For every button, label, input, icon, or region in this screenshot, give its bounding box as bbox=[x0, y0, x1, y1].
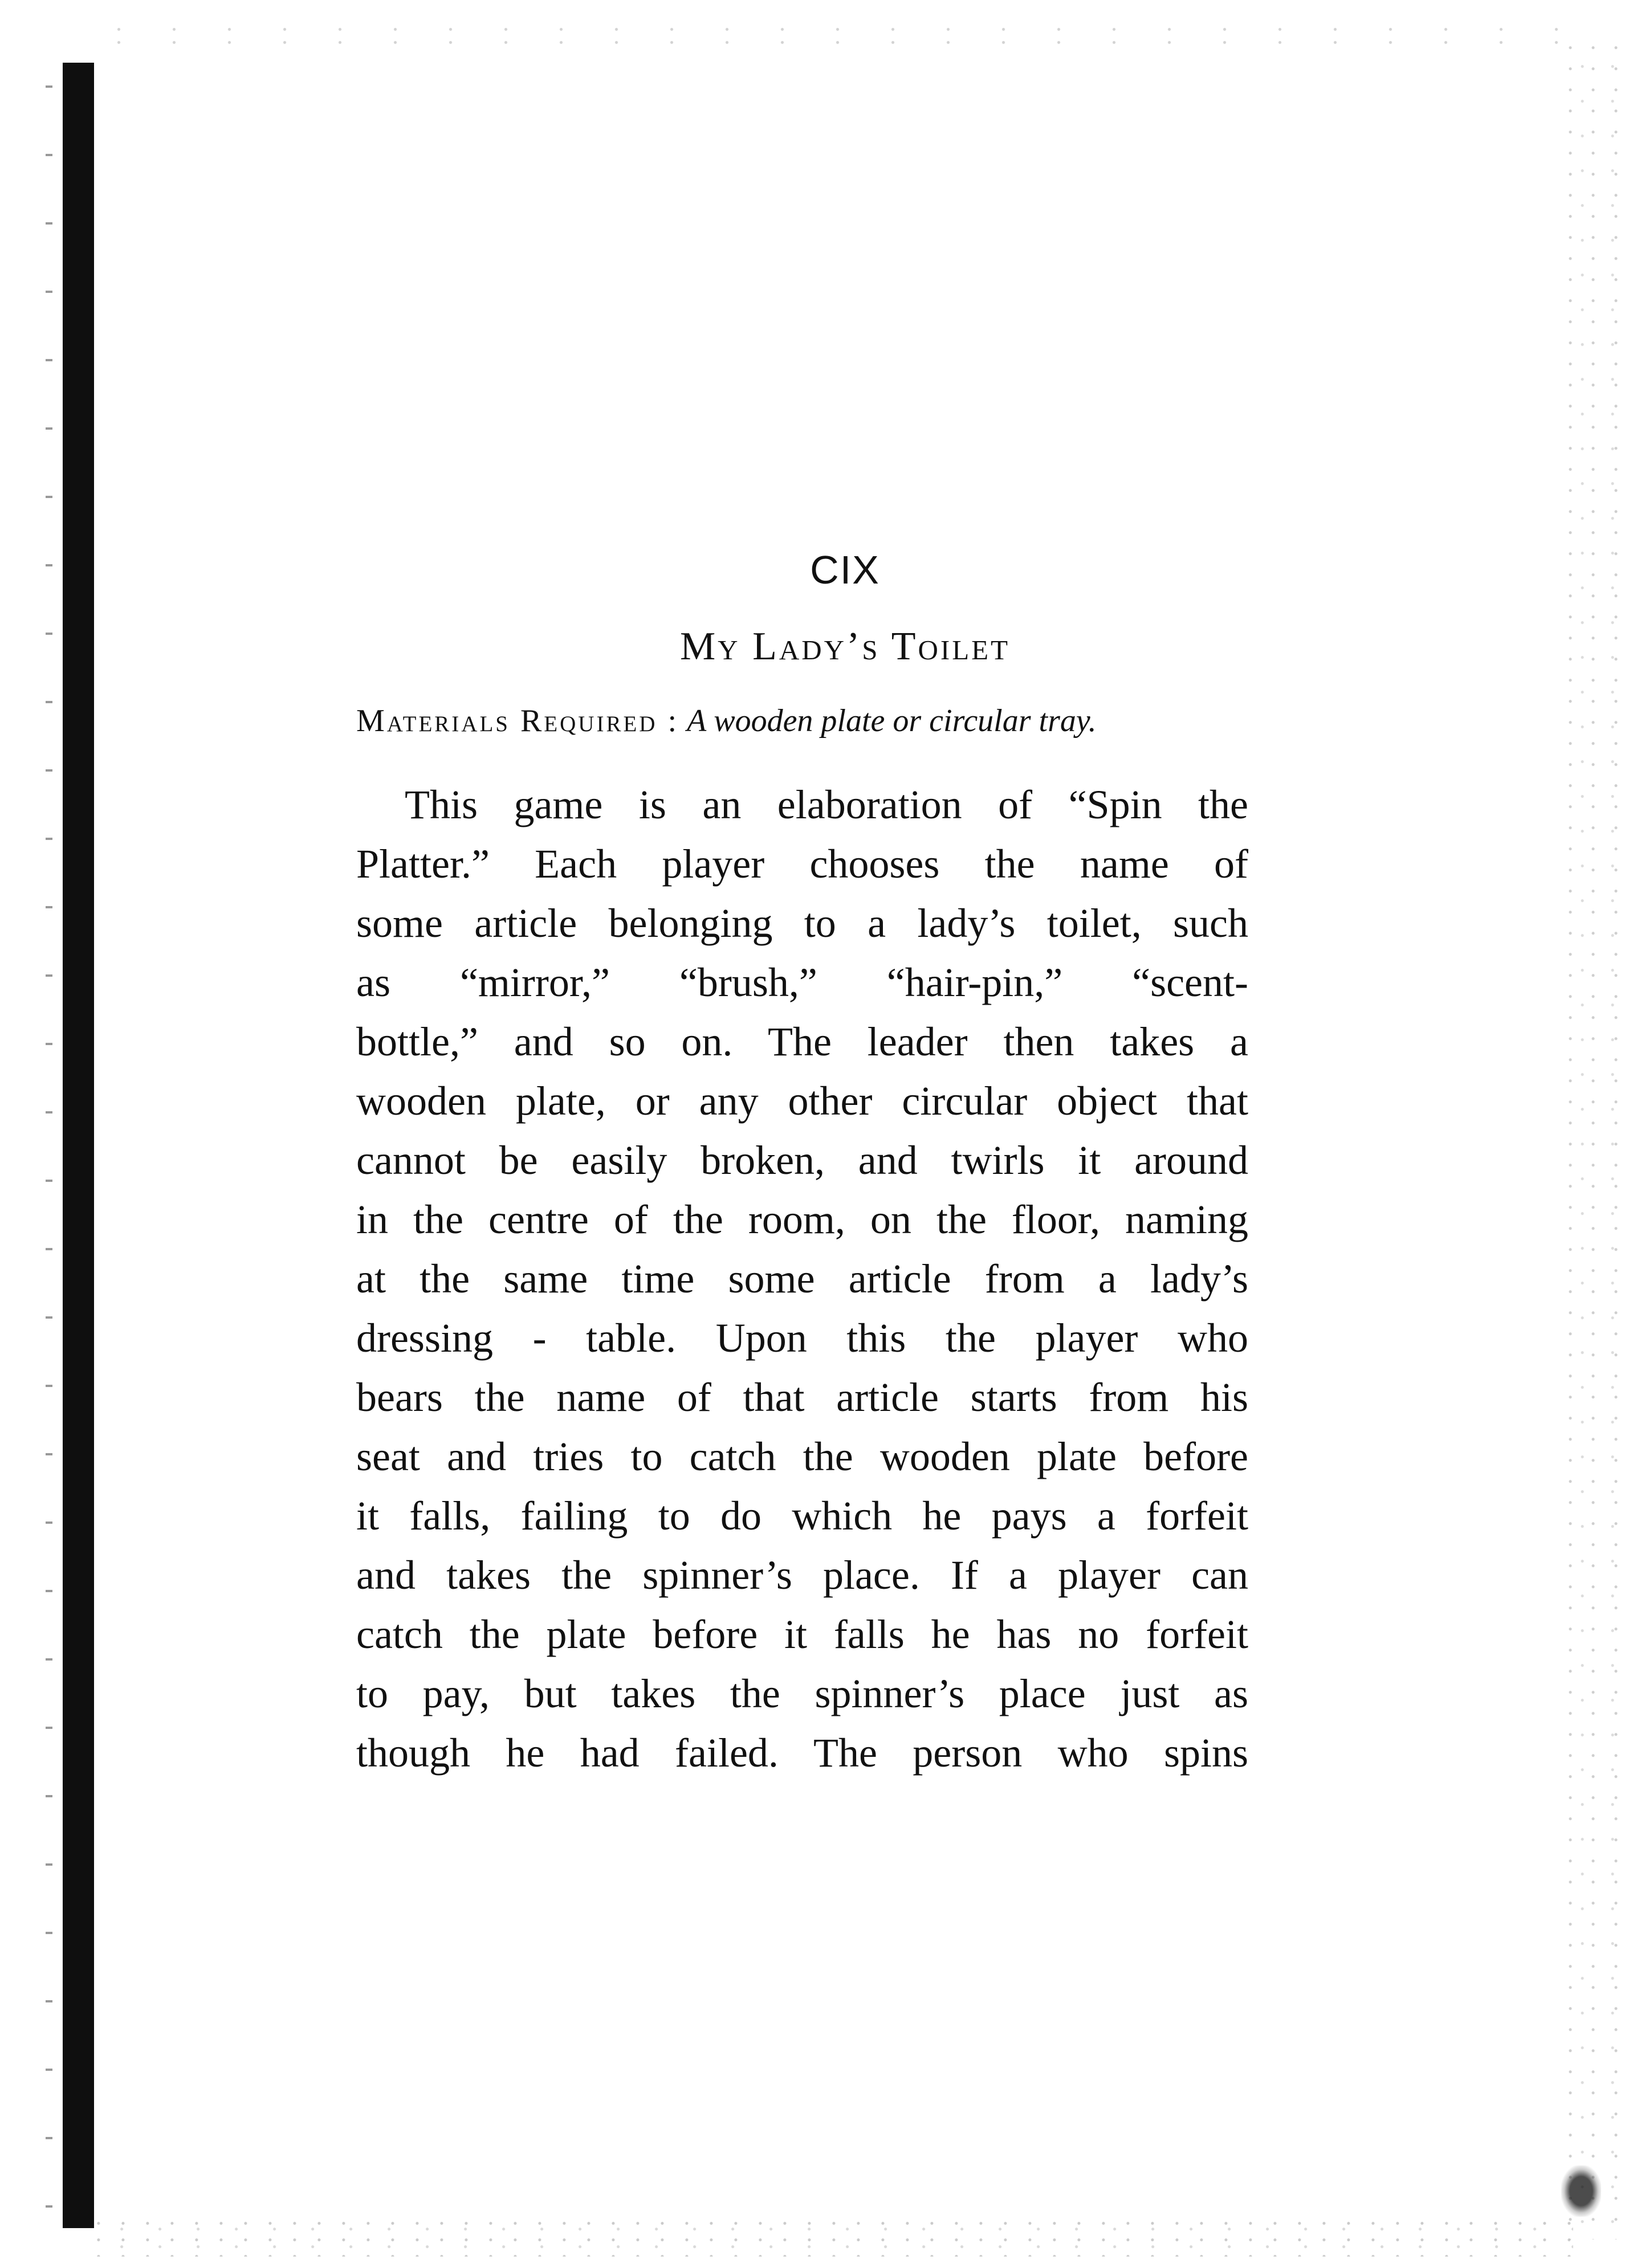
chapter-title: My Lady’s Toilet bbox=[679, 625, 1011, 668]
body-line: cannot be easily broken, and twirls it around bbox=[356, 1137, 1248, 1183]
body-line: and takes the spinner’s place. If a player can bbox=[356, 1552, 1248, 1598]
materials-value: A wooden plate or circular tray. bbox=[687, 703, 1097, 739]
body-line: Platter.” Each player chooses the name of bbox=[356, 841, 1248, 887]
body-line: bottle,” and so on. The leader then takes a bbox=[356, 1019, 1248, 1064]
body-paragraph bbox=[356, 775, 1248, 1782]
body-line: wooden plate, or any other circular object that bbox=[356, 1078, 1248, 1124]
body-line: in the centre of the room, on the floor, naming bbox=[356, 1197, 1248, 1242]
page-edge-speckle-right bbox=[1561, 46, 1630, 2240]
page-edge-speckle-top bbox=[91, 23, 1602, 46]
materials-label: Materials Required : bbox=[356, 703, 679, 739]
body-line: to pay, but takes the spinner’s place just as bbox=[356, 1671, 1248, 1716]
page-edge-speckle-bottom bbox=[91, 2217, 1573, 2257]
corner-smudge bbox=[1561, 2165, 1601, 2217]
page-text-block bbox=[356, 547, 1248, 1782]
body-line: as “mirror,” “brush,” “hair-pin,” “scent- bbox=[356, 960, 1248, 1005]
body-line: dressing - table. Upon this the player who bbox=[356, 1315, 1248, 1361]
body-line: it falls, failing to do which he pays a forfeit bbox=[356, 1493, 1248, 1539]
body-line: some article belonging to a lady’s toilet, such bbox=[356, 900, 1248, 946]
body-line: bears the name of that article starts from his bbox=[356, 1374, 1248, 1420]
body-line: though he had failed. The person who spins bbox=[356, 1730, 1248, 1776]
body-line: seat and tries to catch the wooden plate before bbox=[356, 1434, 1248, 1479]
body-line: This game is an elaboration of “Spin the bbox=[405, 782, 1248, 827]
chapter-number: CIX bbox=[810, 548, 880, 592]
body-line: catch the plate before it falls he has no forfeit bbox=[356, 1612, 1248, 1657]
binding-shadow bbox=[63, 63, 94, 2228]
body-line: at the same time some article from a lady’s bbox=[356, 1256, 1248, 1302]
materials-required bbox=[356, 698, 1248, 744]
